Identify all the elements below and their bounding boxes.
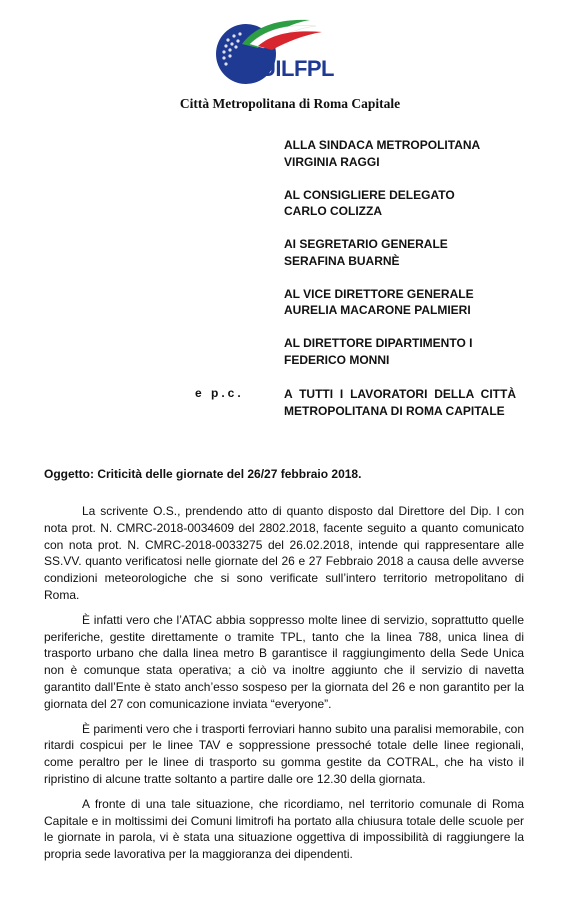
- uilfpl-logo: [212, 14, 338, 94]
- subject-label: Oggetto:: [44, 467, 94, 481]
- body-paragraph: La scrivente O.S., prendendo atto di quanto disposto dal Direttore del Dip. I con nota prot. N. CMRC-2018-0034609 del 2802.2018, facente seguito a quanto comunicato con nota prot. N. CMRC-2018-0033275 del 26.02.2018, intende qui rappresentare alle SS.VV. quanto verificatosi nelle giornate del 26 e 27 Febbraio 2018 a causa delle avverse condizioni meteorologiche che si sono verificate sull’intero territorio metropolitano di Roma.: [44, 504, 524, 602]
- recipient-name: AURELIA MACARONE PALMIERI: [284, 303, 471, 317]
- recipient-name: VIRGINIA RAGGI: [284, 154, 380, 169]
- recipient-name: SERAFINA BUARNÈ: [284, 253, 400, 268]
- cc-line-2: METROPOLITANA DI ROMA CAPITALE: [284, 403, 505, 418]
- organization-name: Città Metropolitana di Roma Capitale: [179, 96, 401, 111]
- body-paragraph: È infatti vero che l’ATAC abbia soppresso molte linee di servizio, soprattutto quelle periferiche, gestite direttamente o tramite TPL, tanto che la linea 788, unica linea di trasporto urbano che dalla linea metro B garantisce il raggiungimento della Sede Unica non è comunque stata operativa; a ciò va inoltre aggiunto che il servizio di navetta garantito dall’Ente è stato anch’esso sospeso per la giornata del 26 e non garantito per la giornata del 27 con comunicazione inviata “everyone”.: [44, 612, 524, 711]
- recipient-block: [284, 286, 544, 319]
- uilfpl-emblem-icon: [212, 14, 338, 94]
- cc-line-1: A TUTTI I LAVORATORI DELLA CITTÀ: [284, 387, 516, 401]
- recipient-block: [284, 137, 544, 170]
- recipient-name: FEDERICO MONNI: [284, 352, 390, 367]
- recipient-block: [284, 236, 544, 269]
- recipient-title: AL DIRETTORE DIPARTIMENTO I: [284, 336, 473, 350]
- body-paragraph: È parimenti vero che i trasporti ferroviari hanno subito una paralisi memorabile, con ritardi cospicui per le linee TAV e soppressione pressoché totale delle linee regionali, come peraltro per le linee di trasporto su gomma gestite da COTRAL, che ha visto il ripristino di alcune tratte soltanto a partire dalle ore 12.30 della giornata.: [44, 721, 524, 786]
- recipient-title: AL VICE DIRETTORE GENERALE: [284, 286, 474, 301]
- recipient-block: [284, 187, 544, 220]
- body-paragraph: A fronte di una tale situazione, che ricordiamo, nel territorio comunale di Roma Capitale e in moltissimi dei Comuni limitrofi ha portato alla chiusura totale delle scuole per le giornate in parola, vi è stata una situazione oggettiva di impossibilità di raggiungere la propria sede lavorativa per la maggioranza dei dipendenti.: [44, 796, 524, 862]
- recipient-title: ALLA SINDACA METROPOLITANA: [284, 138, 481, 152]
- subject-line: [44, 466, 524, 483]
- letter-body: [44, 503, 524, 871]
- cc-label: e p.c.: [195, 386, 244, 400]
- recipient-block: [284, 335, 544, 368]
- recipient-title: AL CONSIGLIERE DELEGATO: [284, 187, 455, 202]
- cc-recipient: [284, 386, 516, 419]
- recipient-title: AI SEGRETARIO GENERALE: [284, 237, 448, 251]
- recipient-name: CARLO COLIZZA: [284, 204, 382, 218]
- recipient-list: [284, 137, 544, 385]
- logo-text: UILFPL: [260, 56, 334, 81]
- subject-text: Criticità delle giornate del 26/27 febbraio 2018.: [97, 467, 362, 481]
